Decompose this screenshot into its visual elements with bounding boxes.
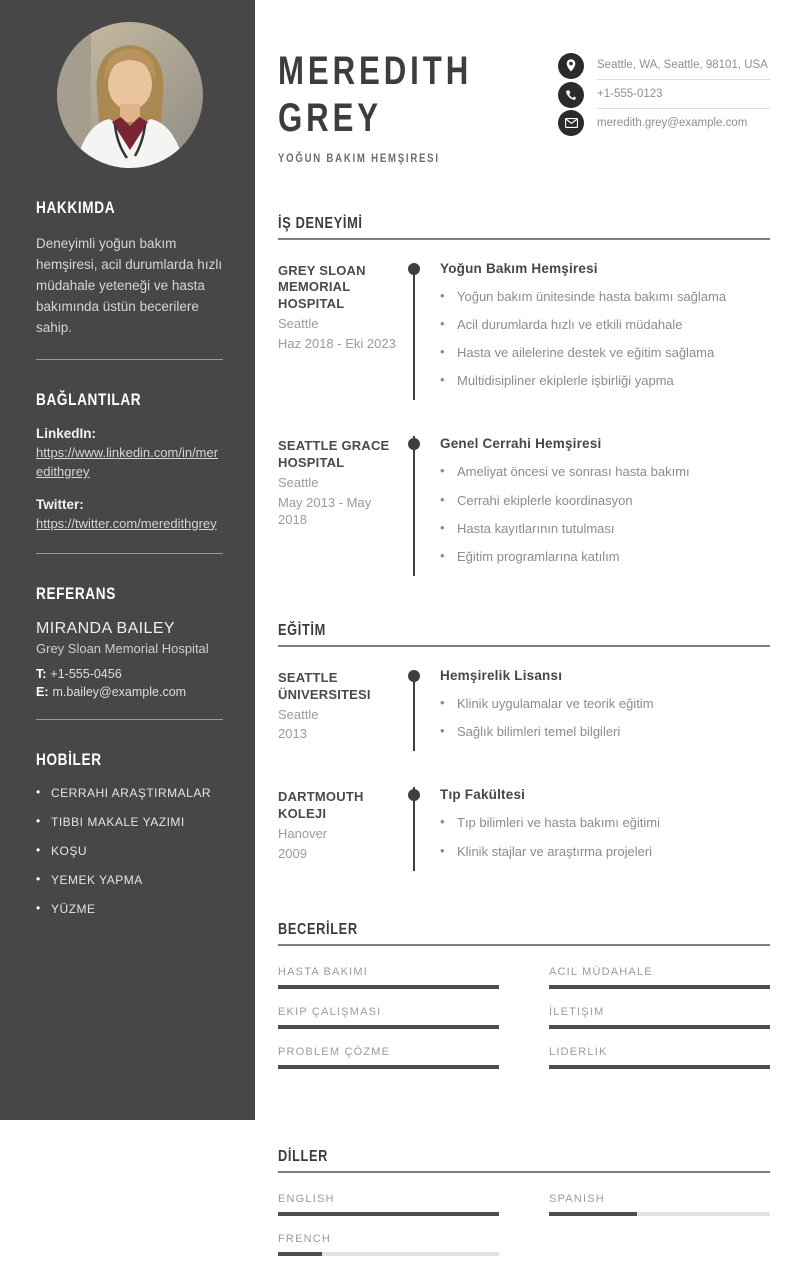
bullet-item: • Ameliyat öncesi ve sonrası hasta bakımı (440, 463, 770, 481)
graduation-year: 2013 (278, 726, 307, 742)
skills-grid (278, 966, 770, 1086)
school-location: Hanover (278, 826, 328, 842)
hobbies-section (36, 750, 223, 916)
location-pin-icon (558, 53, 584, 79)
hobby-item: • CERRAHI ARAŞTIRMALAR (36, 786, 223, 800)
degree-title: Hemşirelik Lisansı (440, 668, 563, 684)
skill-bar (549, 1025, 770, 1029)
profile-photo-illustration (57, 22, 203, 168)
bullet-item: • Tıp bilimleri ve hasta bakımı eğitimi (440, 814, 770, 832)
language-bar (549, 1212, 770, 1216)
skill-bar (278, 985, 499, 989)
language-bar (278, 1212, 499, 1216)
bullet-item: • Klinik uygulamalar ve teorik eğitim (440, 695, 770, 713)
phone-icon (558, 82, 584, 108)
experience-entry (278, 261, 770, 437)
reference-email (36, 685, 223, 699)
role-title: Yoğun Bakım Hemşiresi (440, 260, 598, 276)
section-rule (278, 944, 770, 946)
skill-label: LIDERLIK (549, 1045, 608, 1058)
person-name (278, 48, 472, 142)
school-location: Seattle (278, 706, 319, 722)
bullet-item: • Acil durumlarda hızlı ve etkili müdahale (440, 316, 770, 334)
education-entry (278, 668, 770, 787)
education-entry-detail (428, 787, 770, 870)
language-item (278, 1233, 499, 1256)
about-heading: HAKKIMDA (36, 198, 116, 217)
skill-item (549, 1006, 770, 1029)
linkedin-label: LinkedIn: (36, 425, 96, 441)
hobbies-heading: HOBİLER (36, 750, 102, 770)
degree-title: Tıp Fakültesi (440, 787, 526, 803)
about-text: Deneyimli yoğun bakım hemşiresi, acil durumlarda hızlı müdahale yeteneği ve hasta bakımında üstün becerilere sahip. (36, 236, 223, 335)
job-title: YOĞUN BAKIM HEMŞIRESI (278, 150, 440, 165)
language-bar (278, 1252, 499, 1256)
bullet-item: • Sağlık bilimleri temel bilgileri (440, 723, 770, 741)
experience-entry-detail (428, 261, 770, 401)
skill-bar (278, 1065, 499, 1069)
reference-email-label: E: (36, 685, 49, 700)
timeline-dot-icon (408, 263, 420, 275)
skill-item (278, 966, 499, 989)
links-heading: BAĞLANTILAR (36, 389, 142, 409)
reference-organization: Grey Sloan Memorial Hospital (36, 641, 209, 657)
section-rule (278, 238, 770, 240)
contact-phone-text: +1-555-0123 (597, 80, 770, 109)
skill-item (549, 1046, 770, 1069)
main-content (255, 0, 794, 1245)
skill-item (278, 1046, 499, 1069)
graduation-year: 2009 (278, 845, 307, 861)
skill-bar (549, 985, 770, 989)
languages-section (278, 1148, 770, 1273)
education-entry-detail (428, 668, 770, 751)
section-rule (278, 645, 770, 647)
reference-phone (36, 667, 223, 681)
resume-header (278, 48, 770, 165)
bullet-item: • Hasta ve ailelerine destek ve eğitim sağlama (440, 344, 770, 362)
company-name: SEATTLE GRACE HOSPITAL (278, 438, 390, 471)
company-name: GREY SLOAN MEMORIAL HOSPITAL (278, 262, 366, 312)
linkedin-link-group (36, 426, 223, 482)
reference-section (36, 584, 223, 720)
contact-row-email (558, 109, 770, 137)
linkedin-link[interactable]: https://www.linkedin.com/in/meredithgrey (36, 444, 219, 480)
education-entry-meta (278, 787, 400, 870)
sidebar-divider (36, 359, 223, 360)
school-name: SEATTLE ÜNIVERSITESI (278, 670, 371, 702)
hobby-list (36, 786, 223, 916)
bullet-item: • Eğitim programlarına katılım (440, 548, 770, 566)
reference-phone-value: +1-555-0456 (50, 667, 122, 682)
bullet-item: • Klinik stajlar ve araştırma projeleri (440, 843, 770, 861)
skill-item (549, 966, 770, 989)
language-item (278, 1193, 499, 1216)
bullet-item: • Hasta kayıtlarının tutulması (440, 520, 770, 538)
education-entries (278, 668, 770, 871)
twitter-link-group (36, 497, 223, 534)
hobby-item: • KOŞU (36, 844, 223, 858)
skill-bar (278, 1025, 499, 1029)
company-location: Seattle (278, 316, 319, 332)
experience-entry-detail (428, 436, 770, 576)
reference-phone-label: T: (36, 667, 47, 682)
contact-email-text: meredith.grey@example.com (597, 117, 748, 129)
experience-heading: İŞ DENEYİMİ (278, 214, 363, 232)
twitter-link[interactable]: https://twitter.com/meredithgrey (36, 515, 217, 531)
skill-label: İLETIŞIM (549, 1005, 605, 1018)
bullet-item: • Cerrahi ekiplerle koordinasyon (440, 492, 770, 510)
skill-label: PROBLEM ÇÖZME (278, 1045, 391, 1058)
skill-label: ACIL MÜDAHALE (549, 965, 653, 978)
timeline-dot-icon (408, 438, 420, 450)
education-entry-meta (278, 668, 400, 751)
twitter-label: Twitter: (36, 496, 84, 512)
education-heading: EĞİTİM (278, 622, 326, 640)
reference-name: MIRANDA BAILEY (36, 620, 175, 638)
skills-section (278, 921, 770, 1086)
school-name: DARTMOUTH KOLEJI (278, 789, 364, 822)
bullet-item: • Yoğun bakım ünitesinde hasta bakımı sağlama (440, 288, 770, 306)
reference-heading: REFERANS (36, 584, 116, 604)
skill-item (278, 1006, 499, 1029)
sidebar-divider (36, 553, 223, 554)
contact-row-location (558, 51, 770, 80)
name-block (278, 48, 527, 165)
timeline (400, 787, 428, 870)
language-label: SPANISH (549, 1192, 605, 1205)
languages-grid (278, 1193, 770, 1273)
about-section (36, 198, 223, 360)
education-section (278, 622, 770, 871)
education-entry (278, 787, 770, 870)
links-section (36, 390, 223, 555)
language-label: FRENCH (278, 1232, 332, 1245)
company-location: Seattle (278, 475, 319, 491)
employment-dates: May 2013 - May 2018 (278, 494, 372, 528)
role-bullets (440, 463, 770, 566)
skill-label: HASTA BAKIMI (278, 965, 368, 978)
experience-entries (278, 261, 770, 577)
role-title: Genel Cerrahi Hemşiresi (440, 436, 602, 452)
skill-label: EKIP ÇALIŞMASI (278, 1005, 382, 1018)
first-name: MEREDITH (278, 49, 473, 93)
contact-info (558, 51, 770, 137)
experience-entry-meta (278, 436, 400, 576)
timeline (400, 436, 428, 576)
skill-bar (549, 1065, 770, 1069)
role-bullets (440, 288, 770, 391)
hobby-item: • YÜZME (36, 902, 223, 916)
experience-entry (278, 436, 770, 576)
profile-photo (57, 22, 203, 168)
reference-email-value: m.bailey@example.com (52, 685, 187, 700)
experience-entry-meta (278, 261, 400, 401)
sidebar (0, 0, 255, 1120)
sidebar-divider (36, 719, 223, 720)
last-name: GREY (278, 95, 383, 140)
contact-row-phone (558, 80, 770, 109)
timeline (400, 261, 428, 401)
degree-bullets (440, 814, 770, 860)
language-item (549, 1193, 770, 1216)
hobby-item: • YEMEK YAPMA (36, 873, 223, 887)
section-rule (278, 1171, 770, 1173)
language-label: ENGLISH (278, 1192, 335, 1205)
employment-dates: Haz 2018 - Eki 2023 (278, 335, 396, 351)
languages-heading: DİLLER (278, 1147, 329, 1165)
timeline-dot-icon (408, 670, 420, 682)
degree-bullets (440, 695, 770, 741)
bullet-item: • Multidisipliner ekiplerle işbirliği yapma (440, 372, 770, 390)
timeline-dot-icon (408, 789, 420, 801)
hobby-item: • TIBBI MAKALE YAZIMI (36, 815, 223, 829)
skills-heading: BECERİLER (278, 920, 358, 938)
experience-section (278, 215, 770, 577)
contact-location-text: Seattle, WA, Seattle, 98101, USA (597, 51, 770, 80)
email-icon (558, 110, 584, 136)
timeline (400, 668, 428, 751)
